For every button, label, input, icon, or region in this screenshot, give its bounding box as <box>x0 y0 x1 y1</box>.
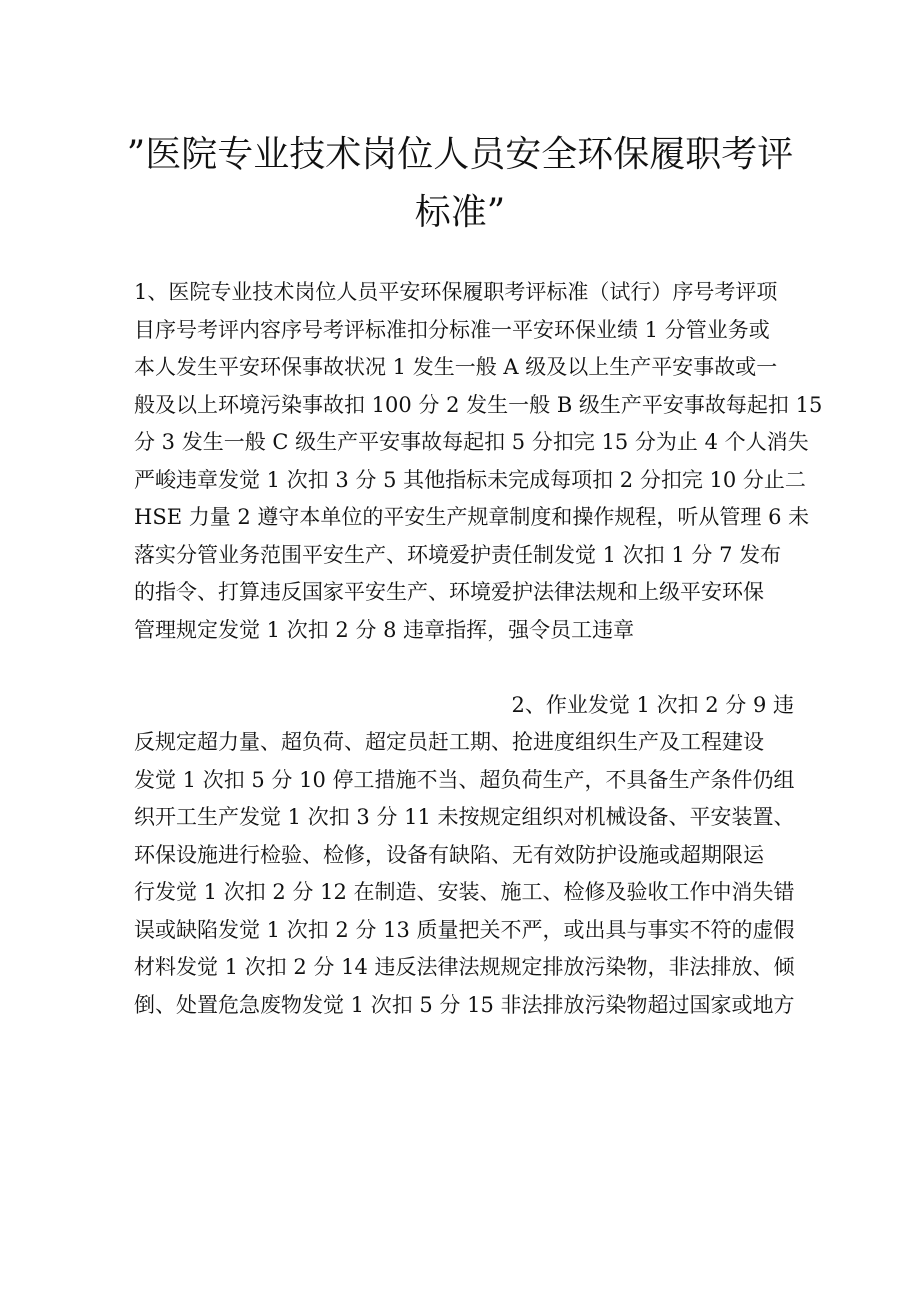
text-line: 分 3 发生一般 C 级生产平安事故每起扣 5 分扣完 15 分为止 4 个人消失 <box>134 430 809 454</box>
text-line: 目序号考评内容序号考评标准扣分标准一平安环保业绩 1 分管业务或 <box>134 317 770 342</box>
title-line-2: 标准” <box>414 192 506 233</box>
paragraph-2 <box>134 687 794 1025</box>
text-line: 行发觉 1 次扣 2 分 12 在制造、安装、施工、检修及验收工作中消失错 <box>134 880 795 904</box>
text-line: 1、医院专业技术岗位人员平安环保履职考评标准（试行）序号考评项 <box>134 280 778 304</box>
text-line: 本人发生平安环保事故状况 1 发生一般 A 级及以上生产平安事故或一 <box>134 355 778 379</box>
text-line: 材料发觉 1 次扣 2 分 14 违反法律法规规定排放污染物，非法排放、倾 <box>134 955 795 979</box>
text-line: 管理规定发觉 1 次扣 2 分 8 违章指挥，强令员工违章 <box>134 617 635 642</box>
paragraph-gap <box>134 649 794 687</box>
document-title <box>120 126 800 242</box>
text-line: 严峻违章发觉 1 次扣 3 分 5 其他指标未完成每项扣 2 分扣完 10 分止二 <box>134 467 806 492</box>
text-line: 反规定超力量、超负荷、超定员赶工期、抢进度组织生产及工程建设 <box>134 730 764 754</box>
text-line: 误或缺陷发觉 1 次扣 2 分 13 质量把关不严，或出具与事实不符的虚假 <box>134 917 795 942</box>
text-line: 2、作业发觉 1 次扣 2 分 9 违 <box>511 692 794 717</box>
text-line: 发觉 1 次扣 5 分 10 停工措施不当、超负荷生产，不具备生产条件仍组 <box>134 767 795 792</box>
title-line-1: ”医院专业技术岗位人员安全环保履职考评 <box>126 134 794 175</box>
text-line: 般及以上环境污染事故扣 100 分 2 发生一般 B 级生产平安事故每起扣 15 <box>134 392 823 417</box>
text-line: 的指令、打算违反国家平安生产、环境爱护法律法规和上级平安环保 <box>134 580 764 604</box>
text-line: HSE 力量 2 遵守本单位的平安生产规章制度和操作规程，听从管理 6 未 <box>134 505 810 529</box>
paragraph-1 <box>134 274 823 649</box>
text-line: 倒、处置危急废物发觉 1 次扣 5 分 15 非法排放污染物超过国家或地方 <box>134 992 795 1017</box>
text-line: 织开工生产发觉 1 次扣 3 分 11 未按规定组织对机械设备、平安装置、 <box>134 805 795 829</box>
text-line: 落实分管业务范围平安生产、环境爱护责任制发觉 1 次扣 1 分 7 发布 <box>134 542 782 567</box>
text-line: 环保设施进行检验、检修，设备有缺陷、无有效防护设施或超期限运 <box>134 842 764 867</box>
document-body <box>134 274 823 1024</box>
